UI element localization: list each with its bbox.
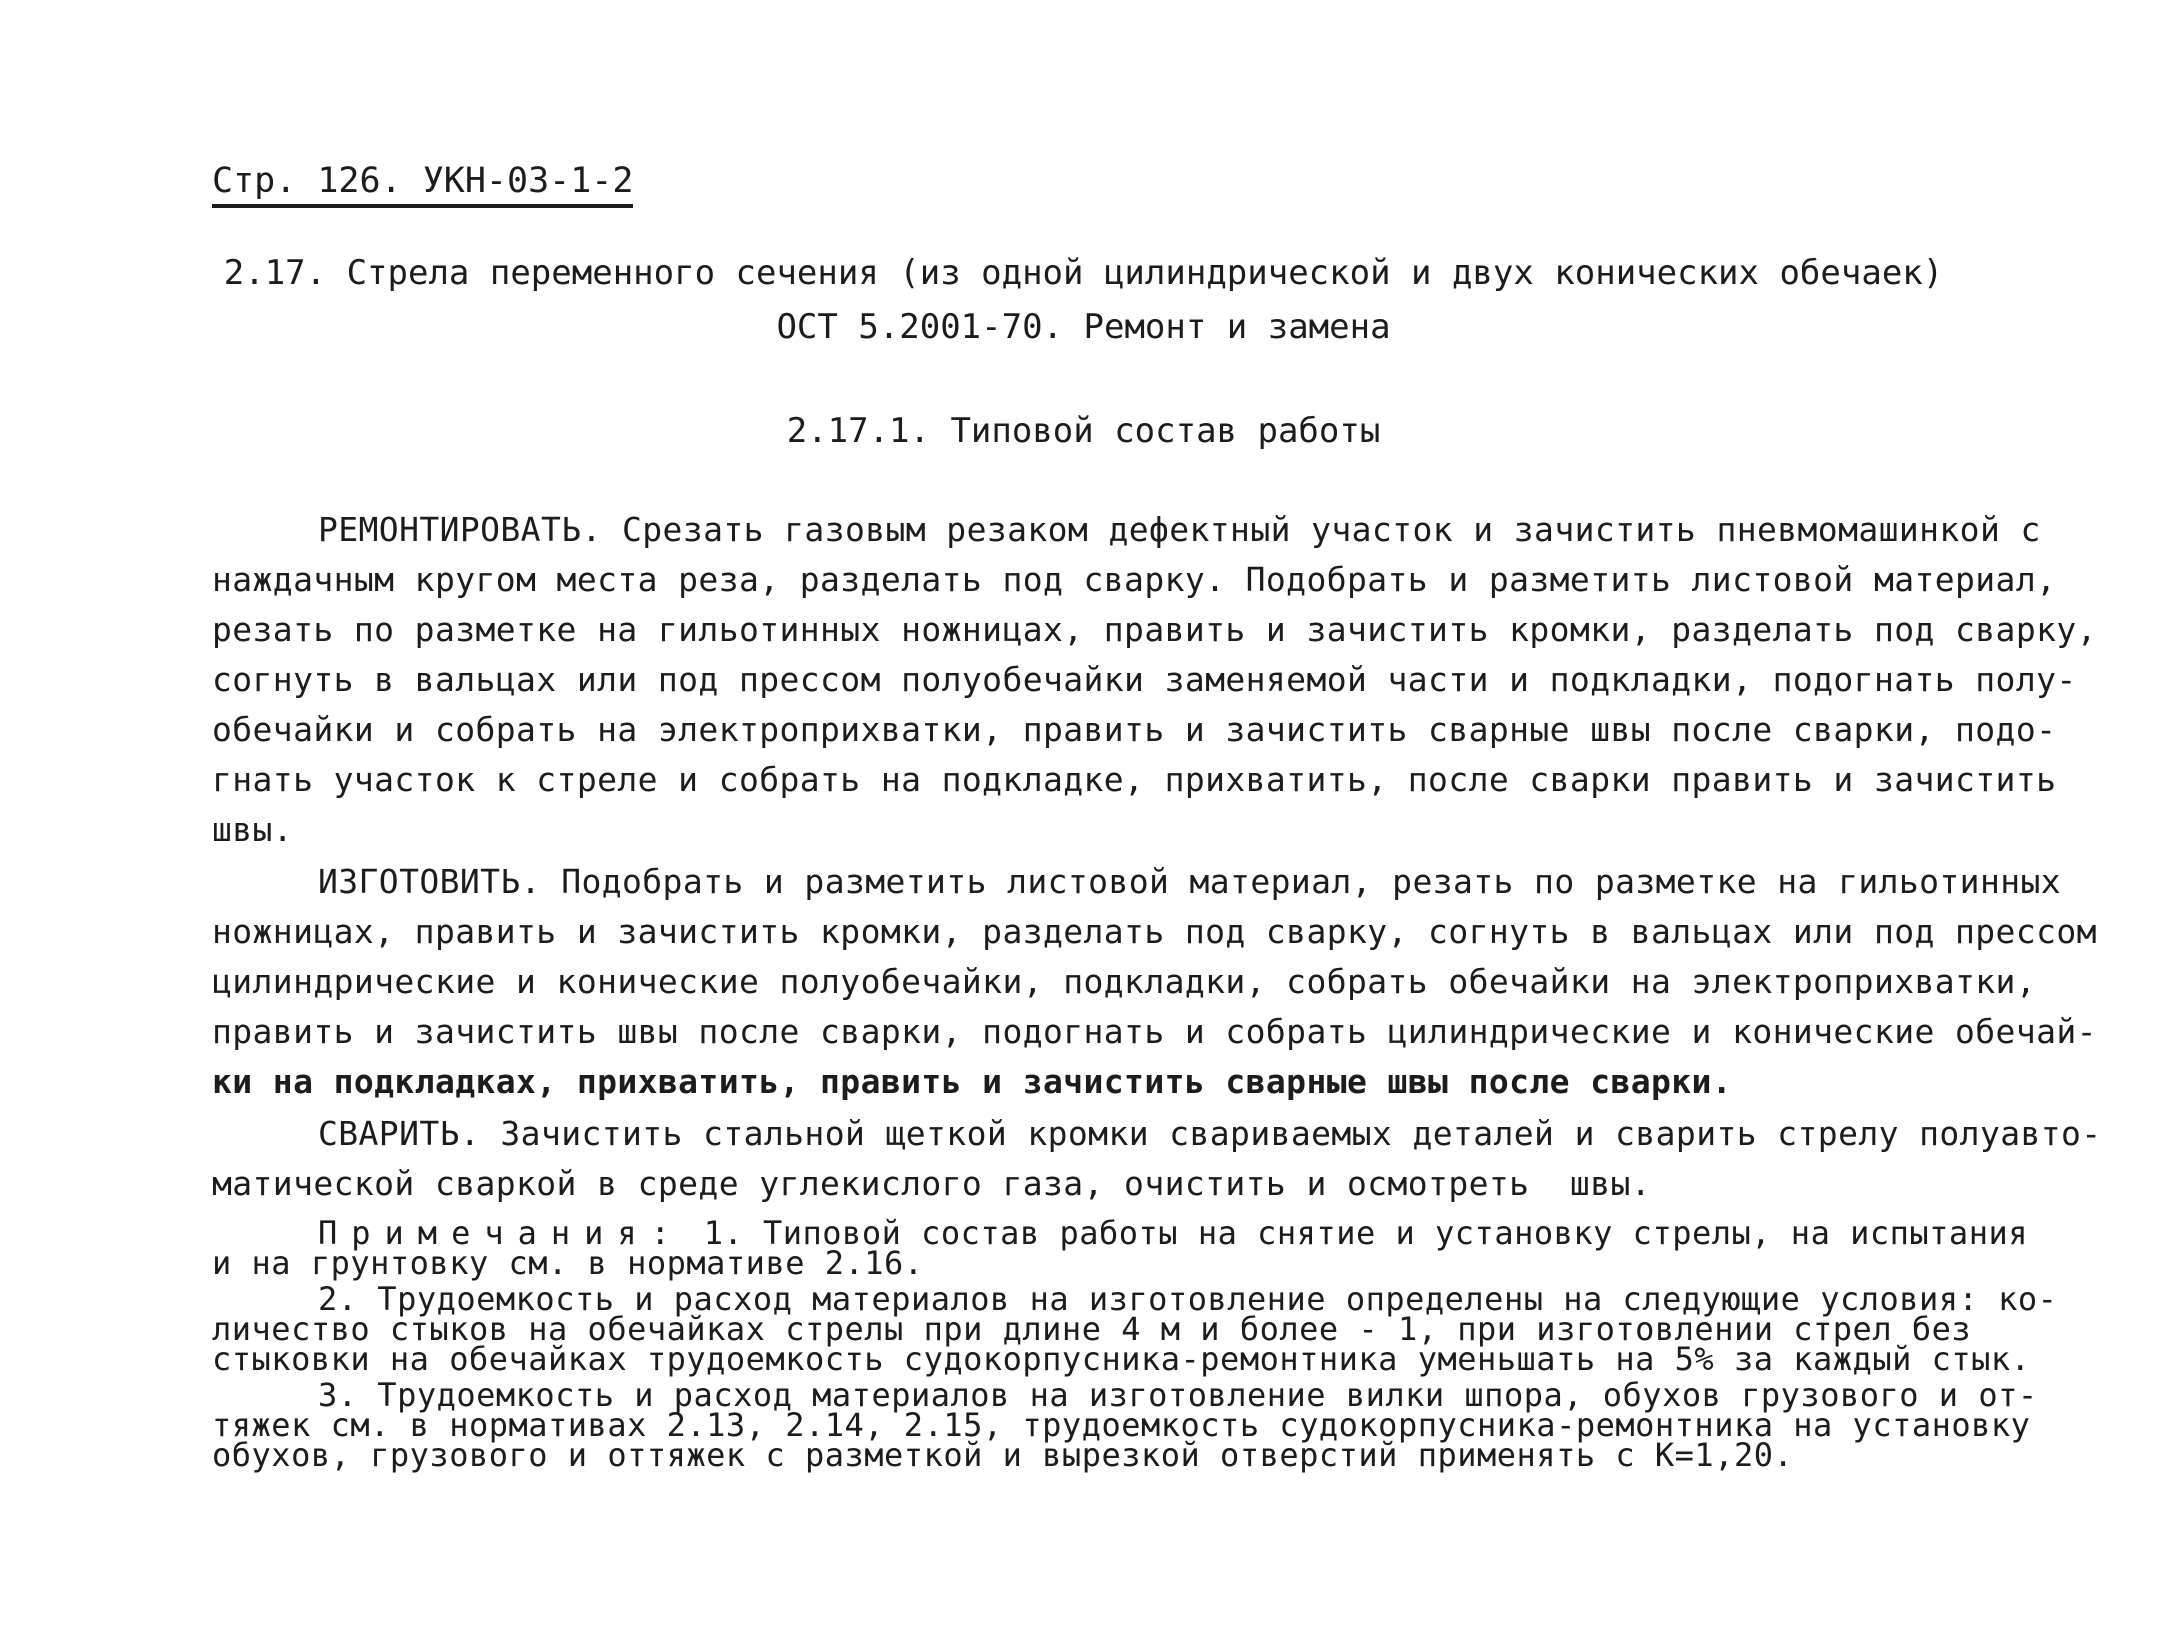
subsection-title: 2.17.1. Типовой состав работы <box>786 411 1381 451</box>
page-reference: Стр. 126. УКН-03-1-2 <box>212 160 633 208</box>
paragraph-line: согнуть в вальцах или под прессом полуобечайки заменяемой части и подкладки, подогнать полу- <box>212 660 2077 699</box>
notes-label: Примечания: <box>318 1214 684 1252</box>
paragraph-line: СВАРИТЬ. Зачистить стальной щеткой кромки свариваемых деталей и сварить стрелу полуавто- <box>318 1114 2102 1153</box>
note-3-line: тяжек см. в нормативах 2.13, 2.14, 2.15, трудоемкость судокорпусника-ремонтника на установку <box>212 1406 2031 1444</box>
note-1-second-line: и на грунтовку см. в нормативе 2.16. <box>212 1244 924 1282</box>
paragraph-line: цилиндрические и конические полуобечайки, подкладки, собрать обечайки на электроприхватки, <box>212 962 2037 1001</box>
paragraph-line: швы. <box>212 810 294 849</box>
paragraph-line: РЕМОНТИРОВАТЬ. Срезать газовым резаком дефектный участок и зачистить пневмомашинкой с <box>318 510 2041 549</box>
note-3-line: 3. Трудоемкость и расход материалов на изготовление вилки шпора, обухов грузового и от- <box>318 1376 2038 1414</box>
note-2-line: стыковки на обечайках трудоемкость судокорпусника-ремонтника уменьшать на 5% за каждый стык. <box>212 1340 2031 1378</box>
paragraph-line: ИЗГОТОВИТЬ. Подобрать и разметить листовой материал, резать по разметке на гильотинных <box>318 862 2062 901</box>
paragraph-line: гнать участок к стреле и собрать на подкладке, прихватить, после сварки править и зачистить <box>212 760 2057 799</box>
paragraph-line: ножницах, править и зачистить кромки, разделать под сварку, согнуть в вальцах или под прессом <box>212 912 2097 951</box>
note-1-text: 1. Типовой состав работы на снятие и установку стрелы, на испытания <box>683 1214 2028 1252</box>
paragraph-line: ки на подкладках, прихватить, править и зачистить сварные швы после сварки. <box>212 1062 1733 1101</box>
paragraph-line: резать по разметке на гильотинных ножницах, править и зачистить кромки, разделать под сварку, <box>212 610 2097 649</box>
paragraph-line: обечайки и собрать на электроприхватки, править и зачистить сварные швы после сварки, подо- <box>212 710 2057 749</box>
note-2-line: личество стыков на обечайках стрелы при длине 4 м и более - 1, при изготовлении стрел без <box>212 1310 1972 1348</box>
note-3-line: обухов, грузового и оттяжек с разметкой и вырезкой отверстий применять с К=1,20. <box>212 1436 1794 1474</box>
section-title-line1: 2.17. Стрела переменного сечения (из одной цилиндрической и двух конических обечаек) <box>223 253 1944 293</box>
note-2-line: 2. Трудоемкость и расход материалов на изготовление определены на следующие условия: ко- <box>318 1280 2058 1318</box>
paragraph-line: наждачным кругом места реза, разделать под сварку. Подобрать и разметить листовой материал, <box>212 560 2057 599</box>
paragraph-line: матической сваркой в среде углекислого газа, очистить и осмотреть швы. <box>212 1164 1652 1203</box>
section-title-line2: ОСТ 5.2001-70. Ремонт и замена <box>776 307 1391 347</box>
paragraph-line: править и зачистить швы после сварки, подогнать и собрать цилиндрические и конические обечай- <box>212 1012 2097 1051</box>
